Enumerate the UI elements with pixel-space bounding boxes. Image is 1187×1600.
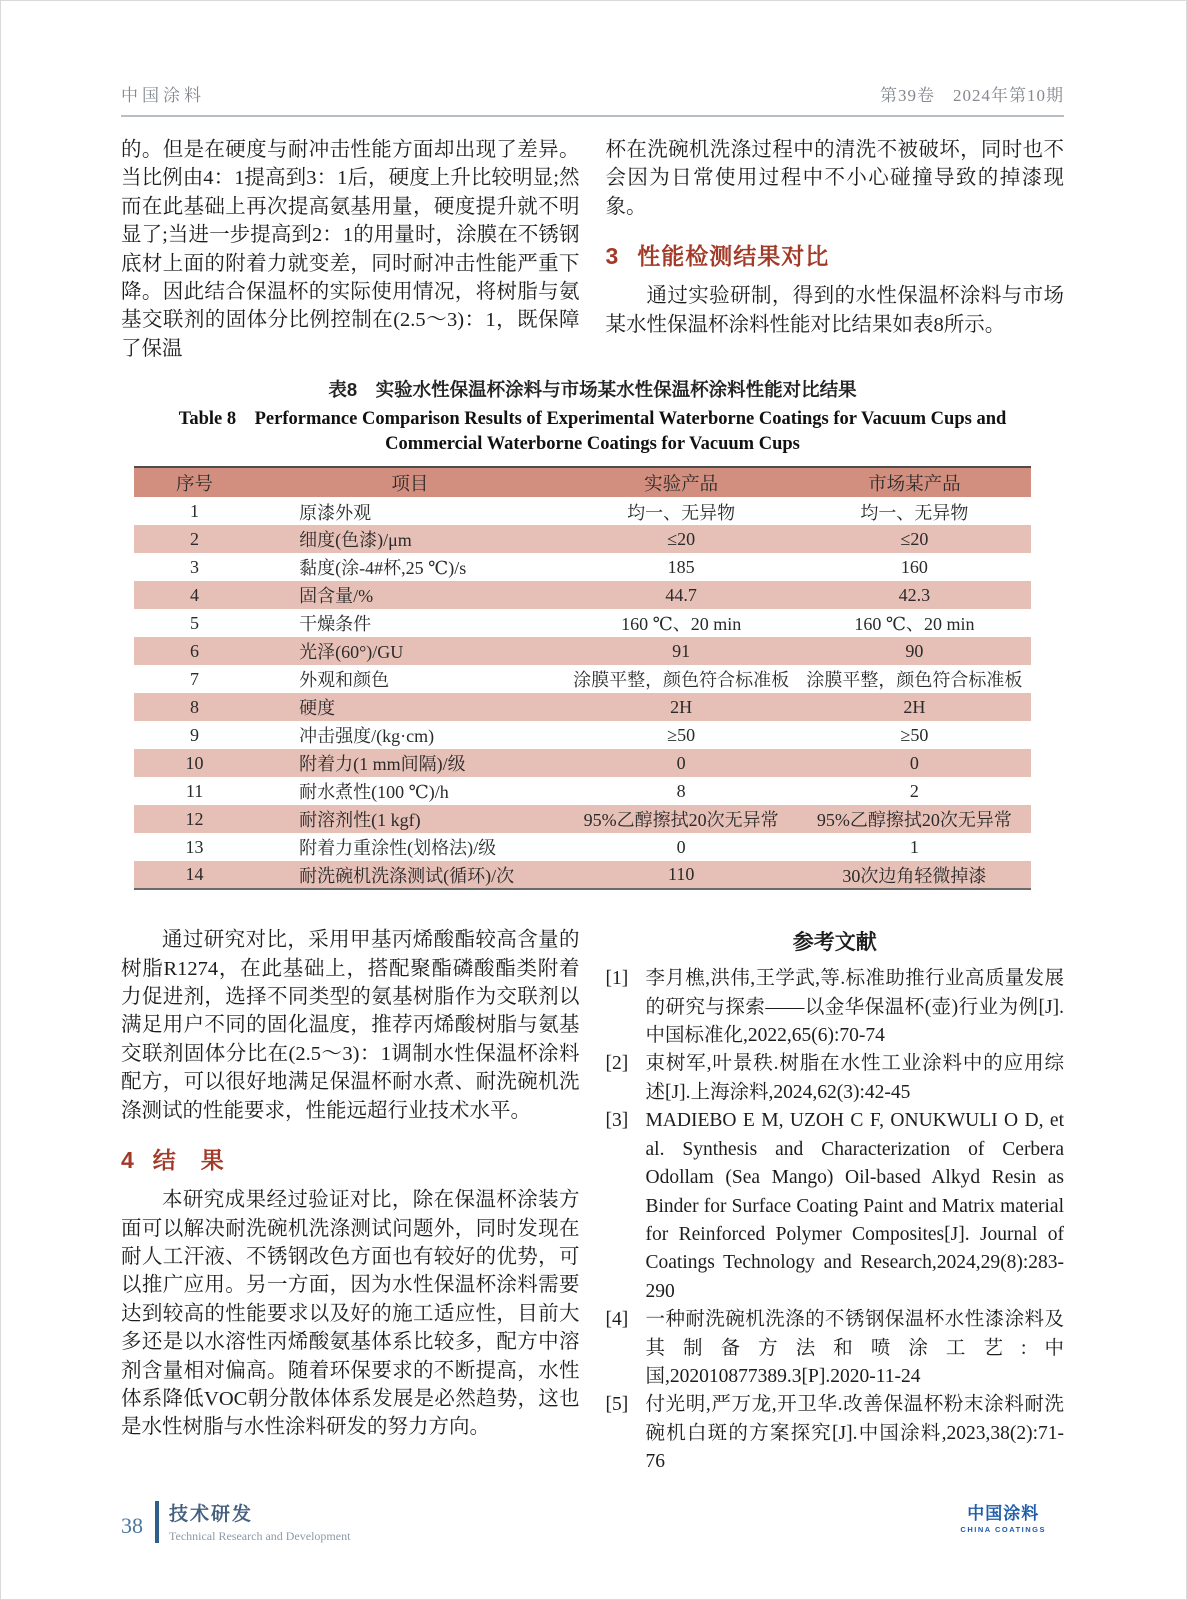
experimental-value: 160 ℃、20 min <box>621 614 742 635</box>
row-index: 3 <box>190 556 200 577</box>
reference-list <box>606 965 1065 1476</box>
item-name: 冲击强度/(kg·cm) <box>299 726 435 747</box>
page-header <box>121 81 1064 117</box>
experimental-value: 0 <box>676 752 686 773</box>
row-index: 11 <box>185 780 204 801</box>
reference-item <box>606 1107 1065 1306</box>
item-name: 固含量/% <box>299 586 374 607</box>
table-row <box>134 525 1031 553</box>
left-column-top <box>121 136 580 363</box>
references-title: 参考文献 <box>792 931 877 955</box>
item-name: 硬度 <box>299 698 336 719</box>
table-row <box>134 861 1031 889</box>
commercial-value: 160 ℃、20 min <box>854 614 975 635</box>
paragraph: 本研究成果经过验证对比，除在保温杯涂装方面可以解决耐洗碗机洗涤测试问题外，同时发现在耐人工汗液、不锈钢改色方面也有较好的优势，可以推广应用。另一方面，因为水性保温杯涂料需要达到较高的性能要求以及好的施工适应性，目前大多还是以水溶性丙烯酸氨基体系比较多，配方中溶剂含量相对偏高。随着环保要求的不断提高，水性体系降低VOC朝分散体体系发展是必然趋势，这也是水性树脂与水性涂料研发的努力方向。 <box>121 1189 580 1439</box>
experimental-value: 2H <box>670 696 693 717</box>
item-name: 耐水煮性(100 ℃)/h <box>299 782 449 803</box>
reference-item <box>606 1306 1065 1391</box>
table-row <box>134 693 1031 721</box>
experimental-value: 110 <box>667 864 695 885</box>
item-name: 光泽(60°)/GU <box>299 642 404 663</box>
experimental-value: 44.7 <box>665 584 697 605</box>
section-number: 3 <box>605 243 620 270</box>
table8-block <box>121 376 1064 890</box>
table-row <box>134 721 1031 749</box>
experimental-value: 涂膜平整，颜色符合标准板 <box>573 670 790 691</box>
commercial-value: 90 <box>905 640 924 661</box>
performance-table-body <box>134 497 1031 889</box>
paragraph: 通过研究对比，采用甲基丙烯酸酯较高含量的树脂R1274，在此基础上，搭配聚酯磷酸酯类附着力促进剂，选择不同类型的氨基树脂作为交联剂以满足用户不同的固化温度，推荐丙烯酸树脂与氨基交联剂固体分比在(2.5～3)：1调制水性保温杯涂料配方，可以很好地满足保温杯耐水煮、耐洗碗机洗涤测试的性能要求，性能远超行业技术水平。 <box>121 929 580 1122</box>
performance-table-header <box>134 467 1031 497</box>
commercial-value: ≤20 <box>900 528 929 549</box>
row-index: 10 <box>185 752 204 773</box>
commercial-value: 42.3 <box>898 584 931 605</box>
journal-name: 中国涂料 <box>121 86 205 105</box>
item-name: 原漆外观 <box>299 502 372 523</box>
footer-section-en: Technical Research and Development <box>169 1529 351 1543</box>
table-row <box>134 581 1031 609</box>
row-index: 4 <box>190 584 200 605</box>
commercial-value: 160 <box>900 556 928 577</box>
table-row <box>134 833 1031 861</box>
issue-info: 第39卷 2024年第10期 <box>880 86 1064 105</box>
table-caption-zh: 表8 实验水性保温杯涂料与市场某水性保温杯涂料性能对比结果 <box>328 379 857 401</box>
reference-number: [5] <box>605 1394 629 1416</box>
footer-section <box>169 1499 350 1544</box>
row-index: 9 <box>190 724 200 745</box>
commercial-value: 2 <box>909 780 919 801</box>
commercial-value: 1 <box>909 836 919 857</box>
left-column-bottom <box>121 926 580 1533</box>
section-heading-3 <box>606 238 1065 271</box>
table-caption-en: Table 8 Performance Comparison Results of Experimental Waterborne Coatings for Vacuum Cups and Commercial Waterborne Coatings for Vacuum Cups <box>178 409 1007 455</box>
item-name: 黏度(涂-4#杯,25 ℃)/s <box>299 558 467 579</box>
commercial-value: 30次边角轻微掉漆 <box>842 865 987 886</box>
experimental-value: 0 <box>676 836 686 857</box>
reference-number: [2] <box>605 1053 629 1075</box>
footer-section-zh: 技术研发 <box>169 1504 254 1525</box>
experimental-value: 均一、无异物 <box>627 502 736 523</box>
table-row <box>134 497 1031 525</box>
experimental-value: ≥50 <box>667 724 696 745</box>
row-index: 6 <box>190 640 200 661</box>
paragraph: 通过实验研制，得到的水性保温杯涂料与市场某水性保温杯涂料性能对比结果如表8所示。 <box>605 285 1064 336</box>
section-title: 结 果 <box>152 1147 225 1174</box>
paragraph-continuation: 的。但是在硬度与耐冲击性能方面却出现了差异。当比例由4：1提高到3：1后，硬度上升比较明显;然而在此基础上再次提高氨基用量，硬度提升就不明显了;当进一步提高到2：1的用量时，涂膜在不锈钢底材上面的附着力就变差，同时耐冲击性能严重下降。因此结合保温杯的实际使用情况，将树脂与氨基交联剂的固体分比例控制在(2.5～3)：1，既保障了保温 <box>121 139 580 360</box>
reference-text: MADIEBO E M, UZOH C F, ONUKWULI O D, et al. Synthesis and Characterization of Cerbera Odollam (Sea Mango) Oil-based Alkyd Resin as Binder for Surface Coating Paint and Matrix material for Reinforced Polymer Composites[J]. Journal of Coatings Technology and Research,2024,29(8):283-290 <box>645 1110 1064 1302</box>
column-header-item: 项目 <box>255 467 564 497</box>
experimental-value: 8 <box>676 780 686 801</box>
commercial-value: ≥50 <box>900 724 929 745</box>
row-index: 13 <box>185 836 204 857</box>
row-index: 5 <box>190 612 200 633</box>
row-index: 7 <box>190 668 200 689</box>
experimental-value: 95%乙醇擦拭20次无异常 <box>583 810 779 831</box>
item-name: 附着力(1 mm间隔)/级 <box>299 754 466 775</box>
logo-text-en: CHINA COATINGS <box>960 1524 1046 1534</box>
commercial-value: 2H <box>903 696 926 717</box>
item-name: 细度(色漆)/μm <box>299 530 412 551</box>
commercial-value: 均一、无异物 <box>860 502 969 523</box>
commercial-value: 0 <box>909 752 919 773</box>
row-index: 2 <box>190 528 200 549</box>
right-column-top <box>606 136 1065 363</box>
row-index: 8 <box>190 696 200 717</box>
reference-text: 一种耐洗碗机洗涤的不锈钢保温杯水性漆涂料及其制备方法和喷涂工艺:中国,202010877389.3[P].2020-11-24 <box>645 1309 1064 1387</box>
row-index: 14 <box>185 864 204 885</box>
section-title: 性能检测结果对比 <box>637 243 830 270</box>
reference-text: 李月樵,洪伟,王学武,等.标准助推行业高质量发展的研究与探索——以金华保温杯(壶)行业为例[J].中国标准化,2022,65(6):70-74 <box>645 968 1064 1047</box>
china-coatings-logo <box>960 1499 1046 1534</box>
item-name: 附着力重涂性(划格法)/级 <box>299 838 497 859</box>
right-column-bottom <box>606 926 1065 1533</box>
row-index: 1 <box>190 501 200 521</box>
experimental-value: 91 <box>672 640 691 661</box>
reference-item <box>606 1050 1065 1107</box>
column-header-experimental: 实验产品 <box>565 467 798 497</box>
page-number: 38 <box>121 1512 143 1538</box>
reference-text: 束树军,叶景秩.树脂在水性工业涂料中的应用综述[J].上海涂料,2024,62(3):42-45 <box>645 1053 1064 1103</box>
commercial-value: 涂膜平整，颜色符合标准板 <box>806 670 1023 691</box>
table-header-row <box>134 467 1031 497</box>
paragraph-continuation: 杯在洗碗机洗涤过程中的清洗不被破坏，同时也不会因为日常使用过程中不小心碰撞导致的掉漆现象。 <box>605 139 1064 218</box>
section-number: 4 <box>121 1147 135 1174</box>
reference-text: 付光明,严万龙,开卫华.改善保温杯粉末涂料耐洗碗机白斑的方案探究[J].中国涂料,2023,38(2):71-76 <box>645 1394 1064 1473</box>
row-index: 12 <box>185 808 204 829</box>
reference-item <box>606 1391 1065 1476</box>
item-name: 耐洗碗机洗涤测试(循环)/次 <box>299 865 515 886</box>
column-header-index: 序号 <box>134 467 255 497</box>
column-header-commercial: 市场某产品 <box>798 467 1031 497</box>
table-row <box>134 637 1031 665</box>
experimental-value: 185 <box>667 556 695 577</box>
logo-text-zh: 中国涂料 <box>967 1503 1040 1523</box>
item-name: 干燥条件 <box>299 614 372 635</box>
commercial-value: 95%乙醇擦拭20次无异常 <box>816 810 1012 831</box>
table-row <box>134 553 1031 581</box>
bottom-columns <box>121 926 1064 1533</box>
footer-divider <box>155 1501 159 1543</box>
reference-number: [1] <box>605 968 629 990</box>
table-row <box>134 777 1031 805</box>
performance-table <box>134 466 1031 890</box>
reference-number: [4] <box>605 1309 629 1331</box>
table-row <box>134 749 1031 777</box>
reference-item <box>606 965 1065 1050</box>
top-columns <box>121 136 1064 363</box>
table-row <box>134 805 1031 833</box>
section-heading-4 <box>121 1142 580 1175</box>
reference-number: [3] <box>605 1110 629 1132</box>
page-footer <box>121 1499 350 1544</box>
experimental-value: ≤20 <box>667 528 696 549</box>
item-name: 外观和颜色 <box>299 670 390 691</box>
item-name: 耐溶剂性(1 kgf) <box>299 810 421 831</box>
table-row <box>134 609 1031 637</box>
table-row <box>134 665 1031 693</box>
